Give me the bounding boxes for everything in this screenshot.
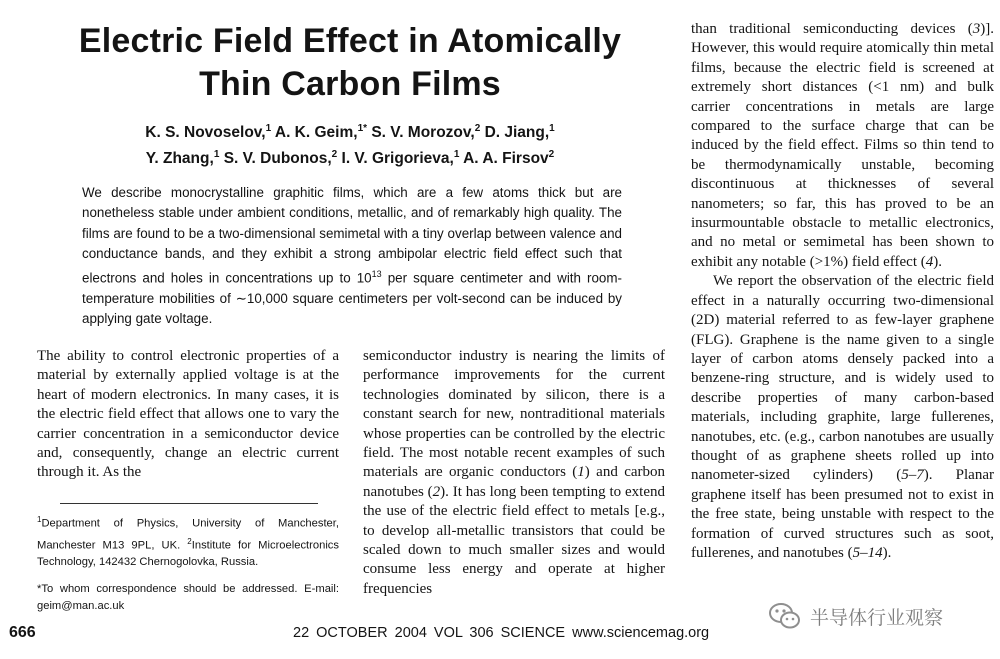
reference[interactable]: 3 [972, 21, 981, 37]
watermark [768, 596, 943, 636]
author: A. A. Firsov$^2$ [463, 149, 555, 168]
author: A. K. Geim,$^{1*}$ [274, 123, 368, 142]
body-column-2 [363, 347, 665, 599]
author: S. V. Dubonos,$^2$ [223, 149, 338, 168]
abstract: We describe monocrystalline graphitic films, which are a few atoms thick but are nonetheless stable under ambient conditions, metallic, and of remarkably high quality. The films are found to be a two-dimensional semimetal with a tiny overlap between valence and conductance bands, and they exhibit a strong ambipolar electric field effect such that electrons and holes in concentrations up to $10^{13}$ per square centimeter and with room-temperature mobilities of ∼10,000 square centimeters per volt-second can be induced by applying gate voltage. [82, 185, 622, 327]
watermark-text: 半导体行业观察 [810, 606, 944, 629]
article-title: Electric Field Effect in Atomically Thin Carbon Films [78, 22, 622, 103]
reference[interactable]: 5–14 [852, 544, 883, 561]
affiliations [37, 511, 339, 625]
wechat-icon [768, 599, 802, 633]
body-column-1 [37, 347, 339, 483]
correspondence-note: *To whom correspondence should be addressed. E-mail: geim@man.ac.uk [37, 583, 339, 613]
footnote-divider [60, 503, 318, 504]
body-column-3 [691, 20, 994, 563]
author: K. S. Novoselov,$^1$ [145, 123, 272, 142]
author-list [50, 118, 650, 170]
body-paragraph: The ability to control electronic properties of a material by externally applied voltage is at the heart of modern electronics. In many cases, it is the electric field effect that allows one to vary the carrier concentration in a semiconductor device and, consequently, change an electric current through it. As the [37, 348, 339, 481]
reference[interactable]: 2 [432, 483, 441, 500]
affiliation-text: $^1$Department of Physics, University of Manchester, Manchester M13 9PL, UK. $^2$Institute for Microelectronics Technology, 142432 Chernogolovka, Russia. [37, 515, 339, 569]
author: I. V. Grigorieva,$^1$ [341, 149, 460, 168]
author: S. V. Morozov,$^2$ [371, 123, 481, 142]
body-paragraph: semiconductor industry is nearing the limits of performance improvements for the current technologies dominated by silicon, there is a constant search for new, nontraditional materials whose properties can be controlled by the electric field. The most notable recent examples of such materials are organic conductors (1) and carbon nanotubes (2). It has long been tempting to extend the use of the electric field effect to metals [e.g., to develop all-metallic transistors that could be scaled down to much smaller sizes and would consume less energy and operate at higher frequencies [363, 348, 665, 597]
page-number: 666 [9, 624, 36, 641]
body-paragraph: than traditional semiconducting devices (3)]. However, this would require atomically thin metal films, because the electric field is screened at extremely short distances (<1 nm) and bulk carrier concentrations in metals are large compared to the surface charge that can be induced by the field effect. Films so thin tend to be thermodynamically unstable, becoming discontinuous at thicknesses of several nanometers; so far, this has proved to be an insurmountable obstacle to metallic electronics, and no metal or semimetal has been shown to exhibit any notable (>1%) field effect (4). [691, 21, 994, 270]
author: Y. Zhang,$^1$ [145, 149, 220, 168]
author: D. Jiang,$^1$ [484, 123, 555, 142]
body-paragraph: We report the observation of the electric field effect in a naturally occurring two-dimensional (2D) material referred to as few-layer graphene (FLG). Graphene is the name given to a single layer of carbon atoms densely packed into a benzene-ring structure, and is widely used to describe properties of many carbon-based materials, including graphite, large fullerenes, nanotubes, etc. (e.g., carbon nanotubes are usually thought of as graphene sheets rolled up into nanometer-sized cylinders) (5–7). Planar graphene itself has been presumed not to exist in the free state, being unstable with respect to the formation of curved structures such as soot, fullerenes, and nanotubes (5–14). [691, 273, 994, 561]
journal-info: 22 OCTOBER 2004 VOL 306 SCIENCE www.sciencemag.org [293, 625, 710, 641]
reference[interactable]: 5–7 [901, 467, 924, 484]
reference[interactable]: 1 [577, 464, 585, 481]
reference[interactable]: 4 [925, 253, 934, 270]
